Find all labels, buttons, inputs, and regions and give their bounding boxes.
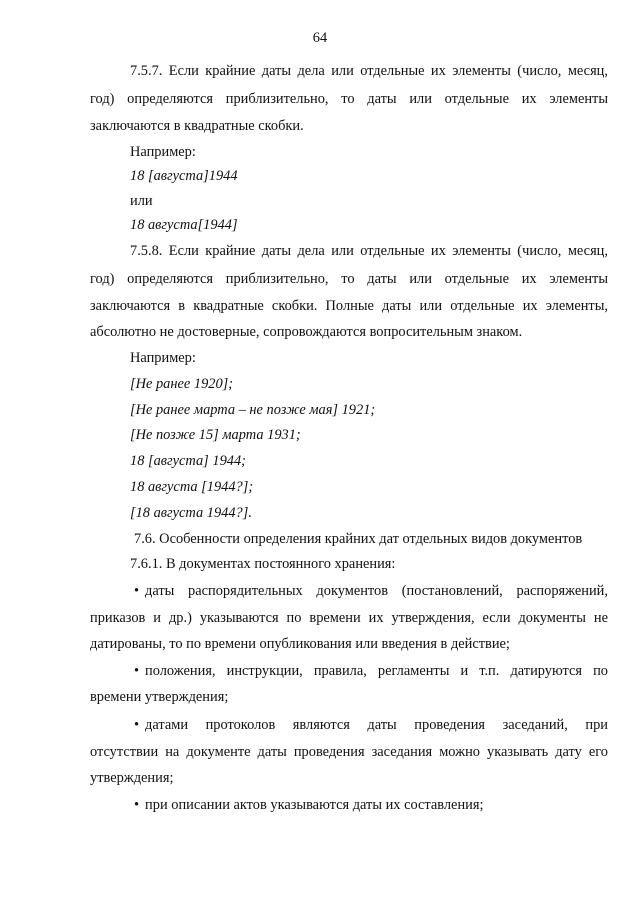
bullet-item-2-line-2: времени утверждения; xyxy=(90,689,229,705)
example-label-2: Например: xyxy=(130,350,196,366)
example-date-7: 18 августа [1944?]; xyxy=(130,479,254,495)
bullet-item-4-line-1 xyxy=(134,796,483,814)
bullet-item-2-line-1 xyxy=(134,662,608,680)
example-or: или xyxy=(130,193,153,209)
paragraph-7-5-7-line-2: год) определяются приблизительно, то даты или отдельные их элементы xyxy=(90,91,608,107)
example-date-5: [Не позже 15] марта 1931; xyxy=(130,427,301,443)
bullet-item-1-text: даты распорядительных документов (постановлений, распоряжений, xyxy=(145,583,608,599)
bullet-icon: • xyxy=(134,717,140,733)
paragraph-7-5-7-line-3: заключаются в квадратные скобки. xyxy=(90,118,304,134)
paragraph-7-5-8-line-2: год) определяются приблизительно, то даты или отдельные их элементы xyxy=(90,271,608,287)
example-label-1: Например: xyxy=(130,144,196,160)
example-date-6: 18 [августа] 1944; xyxy=(130,453,246,469)
paragraph-7-5-8-line-3: заключаются в квадратные скобки. Полные даты или отдельные их элементы, xyxy=(90,298,608,314)
paragraph-7-5-7-line-1: 7.5.7. Если крайние даты дела или отдельные их элементы (число, месяц, xyxy=(130,63,608,79)
example-date-2: 18 августа[1944] xyxy=(130,217,238,233)
bullet-icon: • xyxy=(134,663,140,679)
bullet-item-1-line-1 xyxy=(134,582,608,600)
bullet-icon: • xyxy=(134,583,140,599)
bullet-item-1-line-2: приказов и др.) указываются по времени их утверждения, если документы не xyxy=(90,610,608,626)
bullet-item-1-line-3: датированы, то по времени опубликования или введения в действие; xyxy=(90,636,510,652)
bullet-item-3-line-2: отсутствии на документе даты проведения заседания можно указывать дату его xyxy=(90,744,608,760)
bullet-item-3-text: датами протоколов являются даты проведения заседаний, при xyxy=(145,717,608,733)
example-date-3: [Не ранее 1920]; xyxy=(130,376,234,392)
page-number: 64 xyxy=(312,30,328,46)
example-date-4: [Не ранее марта – не позже мая] 1921; xyxy=(130,402,376,418)
paragraph-7-5-8-line-1: 7.5.8. Если крайние даты дела или отдельные их элементы (число, месяц, xyxy=(130,243,608,259)
subsection-7-6-1-heading: 7.6.1. В документах постоянного хранения: xyxy=(130,556,396,572)
bullet-item-2-text: положения, инструкции, правила, регламенты и т.п. датируются по xyxy=(145,663,608,679)
paragraph-7-5-8-line-4: абсолютно не достоверные, сопровождаются вопросительным знаком. xyxy=(90,324,523,340)
example-date-1: 18 [августа]1944 xyxy=(130,168,238,184)
bullet-item-3-line-1 xyxy=(134,716,608,734)
bullet-item-3-line-3: утверждения; xyxy=(90,770,174,786)
bullet-icon: • xyxy=(134,797,140,813)
section-7-6-heading: 7.6. Особенности определения крайних дат отдельных видов документов xyxy=(134,531,583,547)
example-date-8: [18 августа 1944?]. xyxy=(130,505,252,521)
bullet-item-4-text: при описании актов указываются даты их составления; xyxy=(145,797,484,813)
